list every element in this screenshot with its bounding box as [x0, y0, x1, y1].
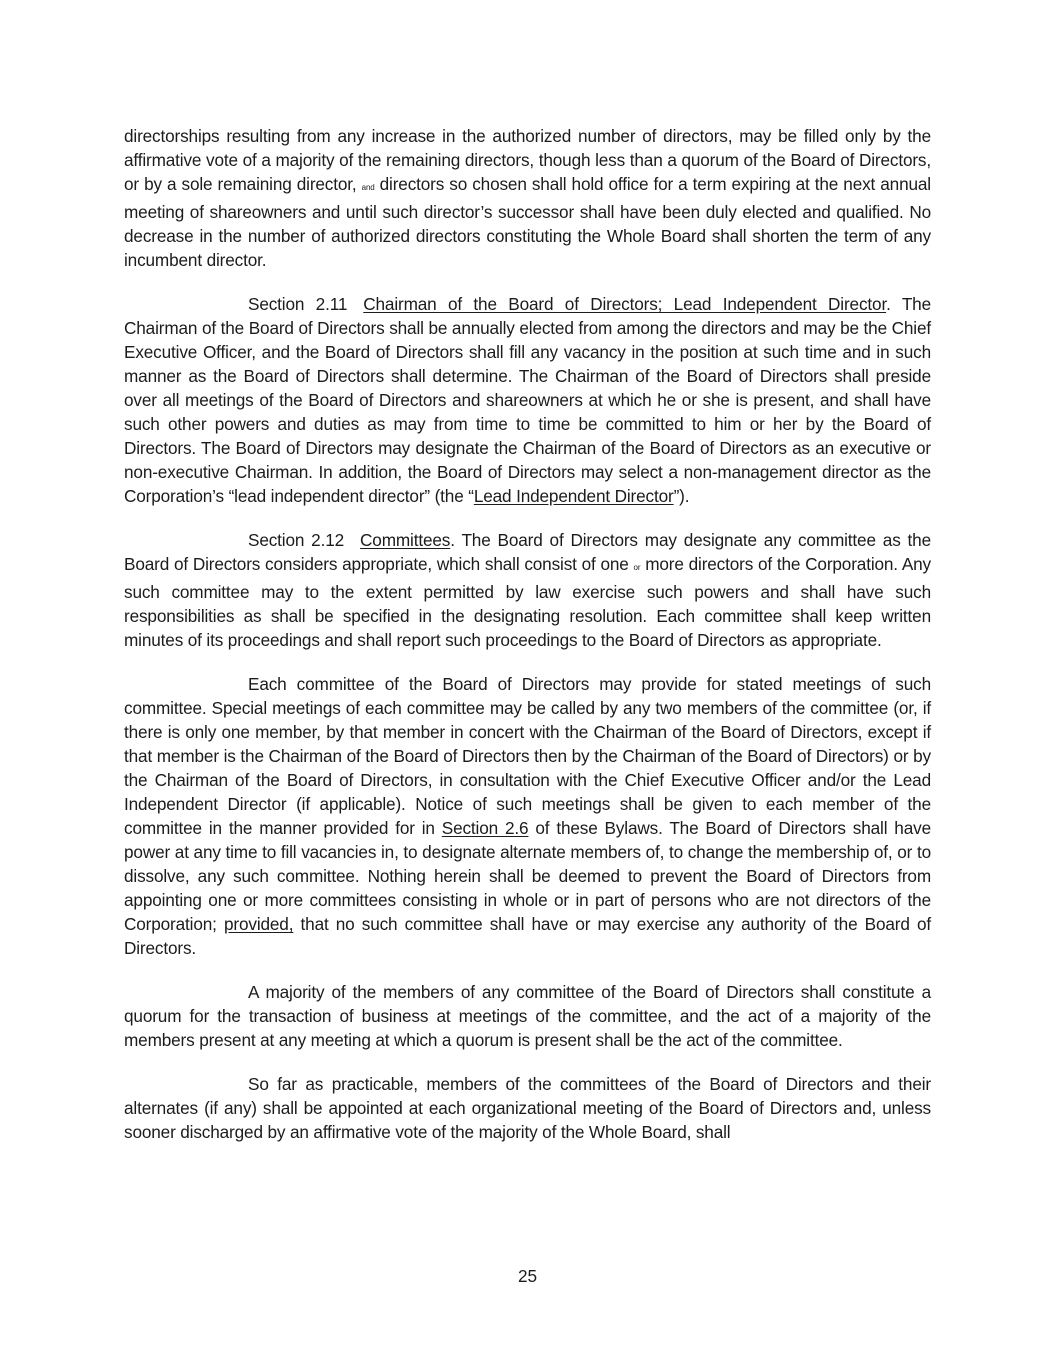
heading-period: .: [886, 294, 891, 314]
defined-term: Lead Independent Director: [473, 486, 674, 506]
paragraph-committee-quorum: A majority of the members of any committee of the Board of Directors shall constitute a quorum for the transaction of business at meetings of the committee, and the act of a majority of the members present at any meeting at which a quorum is present shall be the act of the committee.: [124, 982, 931, 1050]
section-number: Section 2.11: [248, 294, 348, 314]
paragraph-text: Each committee of the Board of Directors may provide for stated meetings of such committee. Special meetings of each committee may be called by any two members of the committee (or, if there is only one member, by that member in concert with the Chairman of the Board of Directors, except if that member is the Chairman of the Board of Directors then by the Chairman of the Board of Directors) or by the Chairman of the Board of Directors, in consultation with the Chief Executive Officer and/or the Lead Independent Director (if applicable). Notice of such meetings shall be given to each member of the committee in the manner provided for in: [124, 674, 931, 838]
section-2-12: [124, 528, 931, 652]
document-page: [124, 124, 931, 1164]
paragraph-text: that no such committee shall have or may exercise any authority of the Board of Directors.: [124, 914, 931, 958]
section-body-end: ”).: [673, 486, 690, 506]
section-heading: Committees: [360, 530, 451, 550]
section-2-11: [124, 292, 931, 508]
paragraph-vacancies: [124, 124, 931, 272]
heading-period: .: [450, 530, 455, 550]
paragraph-text: directors so chosen shall hold office for a term expiring at the next annual meeting of shareowners and until such director’s successor shall have been duly elected and qualified. No decrease in the number of authorized directors constituting the Whole Board shall shorten the term of any incumbent director.: [124, 174, 931, 270]
paragraph-committee-alternates: So far as practicable, members of the committees of the Board of Directors and their alternates (if any) shall be appointed at each organizational meeting of the Board of Directors and, unless sooner discharged by an affirmative vote of the majority of the Whole Board, shall: [124, 1074, 931, 1142]
proviso-term: provided,: [223, 914, 294, 934]
section-body: The Chairman of the Board of Directors shall be annually elected from among the directors and may be the Chief Executive Officer, and the Board of Directors shall fill any vacancy in the position at such time and in such manner as the Board of Directors shall determine. The Chairman of the Board of Directors shall preside over all meetings of the Board of Directors and shareowners at which he or she is present, and shall have such other powers and duties as may from time to time be committed to him or her by the Board of Directors. The Board of Directors may designate the Chairman of the Board of Directors as an executive or non-executive Chairman. In addition, the Board of Directors may select a non-management director as the Corporation’s “lead independent director” (the “: [124, 294, 931, 506]
section-body: more directors of the Corporation. Any such committee may to the extent permitted by law exercise such powers and shall have such responsibilities as shall be specified in the designating resolution. Each committee shall keep written minutes of its proceedings and shall report such proceedings to the Board of Directors as appropriate.: [124, 554, 931, 650]
paragraph-text: of these Bylaws. The Board of Directors shall have power at any time to fill vacancies in, to designate alternate members of, to change the membership of, or to dissolve, any such committee. Nothing herein shall be deemed to prevent the Board of Directors from appointing one or more committees consisting in whole or in part of persons who are not directors of the Corporation;: [124, 818, 931, 934]
section-body: The Board of Directors may designate any committee as the Board of Directors considers appropriate, which shall consist of one: [124, 530, 931, 574]
small-inline-word: and: [361, 183, 375, 192]
section-cross-reference: Section 2.6: [441, 818, 529, 838]
small-inline-word: or: [633, 563, 641, 572]
paragraph-text: directorships resulting from any increase in the authorized number of directors, may be filled only by the affirmative vote of a majority of the remaining directors, though less than a quorum of the Board of Directors, or by a sole remaining director,: [124, 126, 931, 194]
section-number: Section 2.12: [248, 530, 345, 550]
section-heading: Chairman of the Board of Directors; Lead Independent Director: [363, 294, 887, 314]
paragraph-committee-meetings: [124, 672, 931, 960]
page-number: 25: [517, 1266, 538, 1286]
